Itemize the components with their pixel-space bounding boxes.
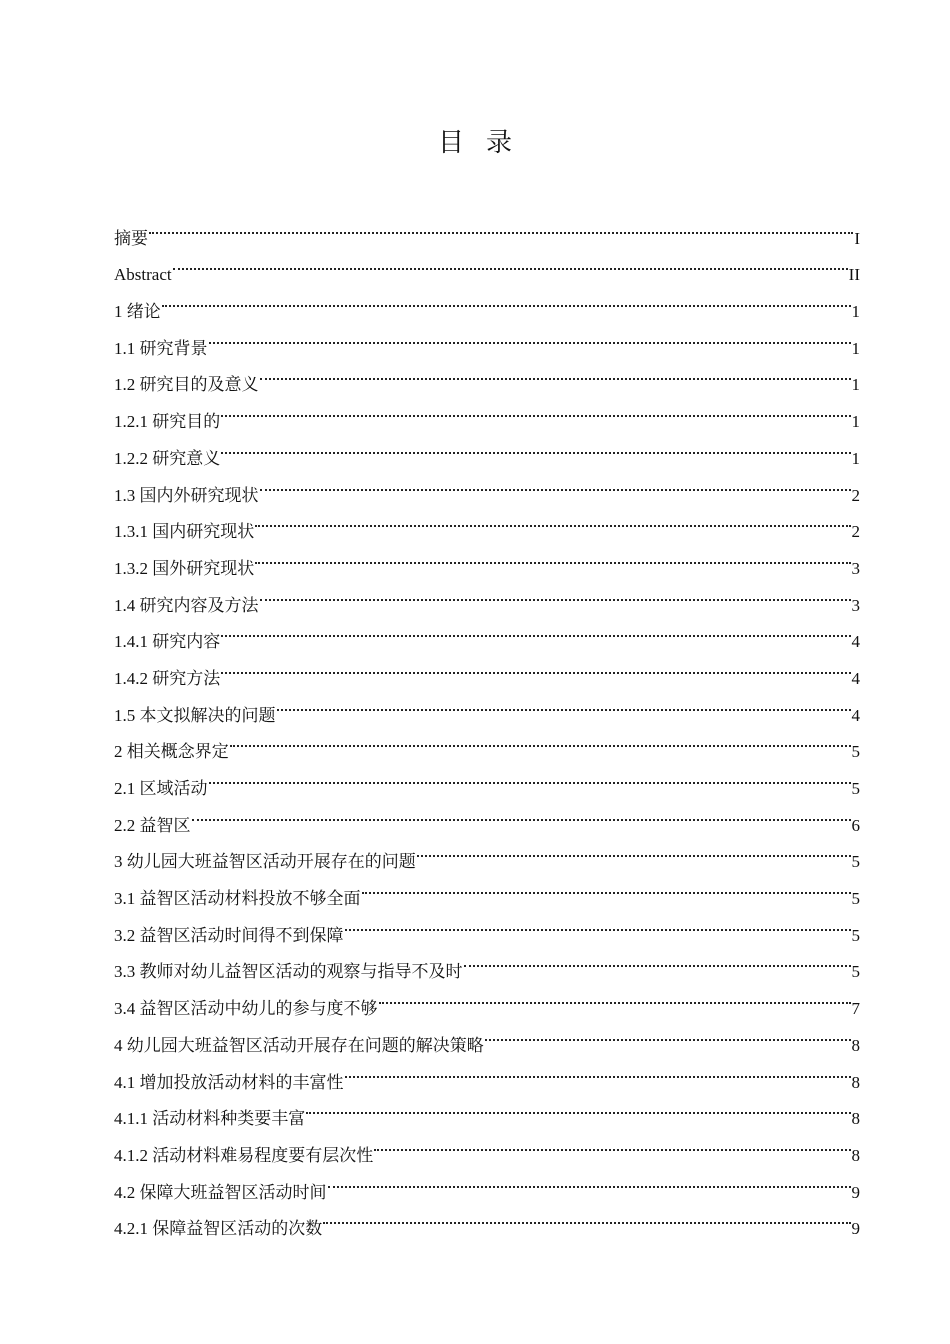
toc-entry-page-number: 5 <box>851 925 860 945</box>
toc-entry-page-number: 8 <box>851 1145 860 1165</box>
toc-entry-page-number: 1 <box>851 375 860 395</box>
toc-entry-label: 1.3.2 国外研究现状 <box>114 558 255 578</box>
toc-dot-leader <box>362 867 851 904</box>
toc-entry-label: 1.2.2 研究意义 <box>114 448 221 468</box>
toc-entry[interactable] <box>114 207 860 248</box>
toc-entry-page-number: 9 <box>851 1182 860 1202</box>
toc-dot-leader <box>464 941 851 978</box>
toc-entry-page-number: 4 <box>851 668 860 688</box>
toc-entry-page-number: I <box>854 228 860 248</box>
toc-entry-label: 3.1 益智区活动材料投放不够全面 <box>114 889 361 909</box>
toc-entry-label: 1 绪论 <box>114 302 161 322</box>
toc-entry-label: 4.1.2 活动材料难易程度要有层次性 <box>114 1145 374 1165</box>
toc-dot-leader <box>221 611 850 648</box>
toc-dot-leader <box>345 1051 851 1088</box>
toc-entry-page-number: 1 <box>851 448 860 468</box>
toc-entry-page-number: 4 <box>851 705 860 725</box>
toc-dot-leader <box>345 904 851 941</box>
page-title: 目录 <box>437 128 534 158</box>
toc-entry-label: 4.1.1 活动材料种类要丰富 <box>114 1109 306 1129</box>
toc-dot-leader <box>173 244 848 281</box>
toc-dot-leader <box>221 390 850 427</box>
toc-entry[interactable] <box>114 611 860 652</box>
toc-entry[interactable] <box>114 280 860 322</box>
toc-entry-page-number: 4 <box>851 632 860 652</box>
toc-dot-leader <box>260 354 851 391</box>
toc-entry-label: 2 相关概念界定 <box>114 742 229 762</box>
toc-dot-leader <box>209 317 851 354</box>
toc-entry-label: 3 幼儿园大班益智区活动开展存在的问题 <box>114 852 416 872</box>
toc-entry-label: 1.3 国内外研究现状 <box>114 485 259 505</box>
toc-entry-page-number: 8 <box>851 1109 860 1129</box>
toc-dot-leader <box>255 537 850 574</box>
toc-entry-page-number: 3 <box>851 558 860 578</box>
toc-entry-page-number: 1 <box>851 412 860 432</box>
toc-entry-page-number: 8 <box>851 1072 860 1092</box>
toc-entry[interactable] <box>114 244 860 285</box>
toc-dot-leader <box>149 207 853 244</box>
toc-entry[interactable] <box>114 427 860 468</box>
toc-dot-leader <box>374 1124 850 1161</box>
toc-entry-label: 1.4 研究内容及方法 <box>114 595 259 615</box>
toc-entry-label: 1.5 本文拟解决的问题 <box>114 705 276 725</box>
toc-dot-leader <box>323 1198 850 1235</box>
toc-entry[interactable] <box>114 317 860 358</box>
toc-entry-page-number: 7 <box>851 999 860 1019</box>
toc-entry[interactable] <box>114 390 860 432</box>
toc-entry-page-number: 1 <box>851 338 860 358</box>
toc-dot-leader <box>417 831 851 868</box>
toc-dot-leader <box>485 1014 851 1051</box>
toc-dot-leader <box>379 977 851 1014</box>
toc-entry[interactable] <box>114 794 860 835</box>
toc-dot-leader <box>221 647 850 684</box>
toc-entry-label: 4 幼儿园大班益智区活动开展存在问题的解决策略 <box>114 1035 484 1055</box>
toc-entry-label: 4.2.1 保障益智区活动的次数 <box>114 1219 323 1239</box>
toc-entry-label: 2.1 区域活动 <box>114 779 208 798</box>
toc-entry-page-number: 9 <box>851 1219 860 1239</box>
toc-dot-leader <box>306 1088 850 1125</box>
toc-dot-leader <box>277 684 851 721</box>
toc-entry-page-number: 5 <box>851 742 860 762</box>
toc-entry[interactable] <box>114 464 860 505</box>
toc-entry-label: 3.3 教师对幼儿益智区活动的观察与指导不及时 <box>114 962 463 982</box>
toc-entry-page-number: 6 <box>851 815 860 835</box>
toc-entry-label: 1.4.1 研究内容 <box>114 632 221 652</box>
toc-entry-label: 1.2 研究目的及意义 <box>114 375 259 395</box>
toc-entry-page-number: 2 <box>851 522 860 542</box>
toc-entry-page-number: 1 <box>851 302 860 322</box>
toc-entry-page-number: 2 <box>851 485 860 505</box>
toc-dot-leader <box>328 1161 851 1198</box>
toc-entry-page-number: 5 <box>851 779 860 798</box>
toc-dot-leader <box>260 574 851 611</box>
toc-entry[interactable] <box>114 757 860 798</box>
toc-entry[interactable] <box>114 831 860 872</box>
toc-dot-leader <box>255 501 850 538</box>
toc-entry[interactable] <box>114 684 860 725</box>
toc-entry-page-number: 5 <box>851 962 860 982</box>
toc-entry-page-number: 5 <box>851 852 860 872</box>
toc-entry-label: Abstract <box>114 265 172 285</box>
toc-entry[interactable] <box>114 354 860 395</box>
toc-entry-label: 2.2 益智区 <box>114 815 191 835</box>
toc-entry-label: 摘要 <box>114 228 148 248</box>
toc-entry-label: 4.1 增加投放活动材料的丰富性 <box>114 1072 344 1092</box>
toc-entry-page-number: II <box>848 265 860 285</box>
toc-entry-label: 4.2 保障大班益智区活动时间 <box>114 1182 327 1202</box>
toc-dot-leader <box>260 464 851 501</box>
toc-dot-leader <box>230 721 851 758</box>
toc-dot-leader <box>162 280 851 317</box>
toc-entry-label: 1.1 研究背景 <box>114 338 208 358</box>
table-of-contents <box>114 207 860 1239</box>
toc-entry-page-number: 5 <box>851 889 860 909</box>
toc-entry-label: 1.3.1 国内研究现状 <box>114 522 255 542</box>
toc-entry-label: 1.2.1 研究目的 <box>114 412 221 432</box>
toc-dot-leader <box>192 794 851 831</box>
toc-entry-label: 1.4.2 研究方法 <box>114 668 221 688</box>
toc-entry-page-number: 8 <box>851 1035 860 1055</box>
toc-dot-leader <box>209 757 851 794</box>
toc-entry-label: 3.4 益智区活动中幼儿的参与度不够 <box>114 999 378 1019</box>
toc-entry-page-number: 3 <box>851 595 860 615</box>
toc-entry[interactable] <box>114 647 860 688</box>
toc-dot-leader <box>221 427 850 464</box>
toc-entry-label: 3.2 益智区活动时间得不到保障 <box>114 925 344 945</box>
